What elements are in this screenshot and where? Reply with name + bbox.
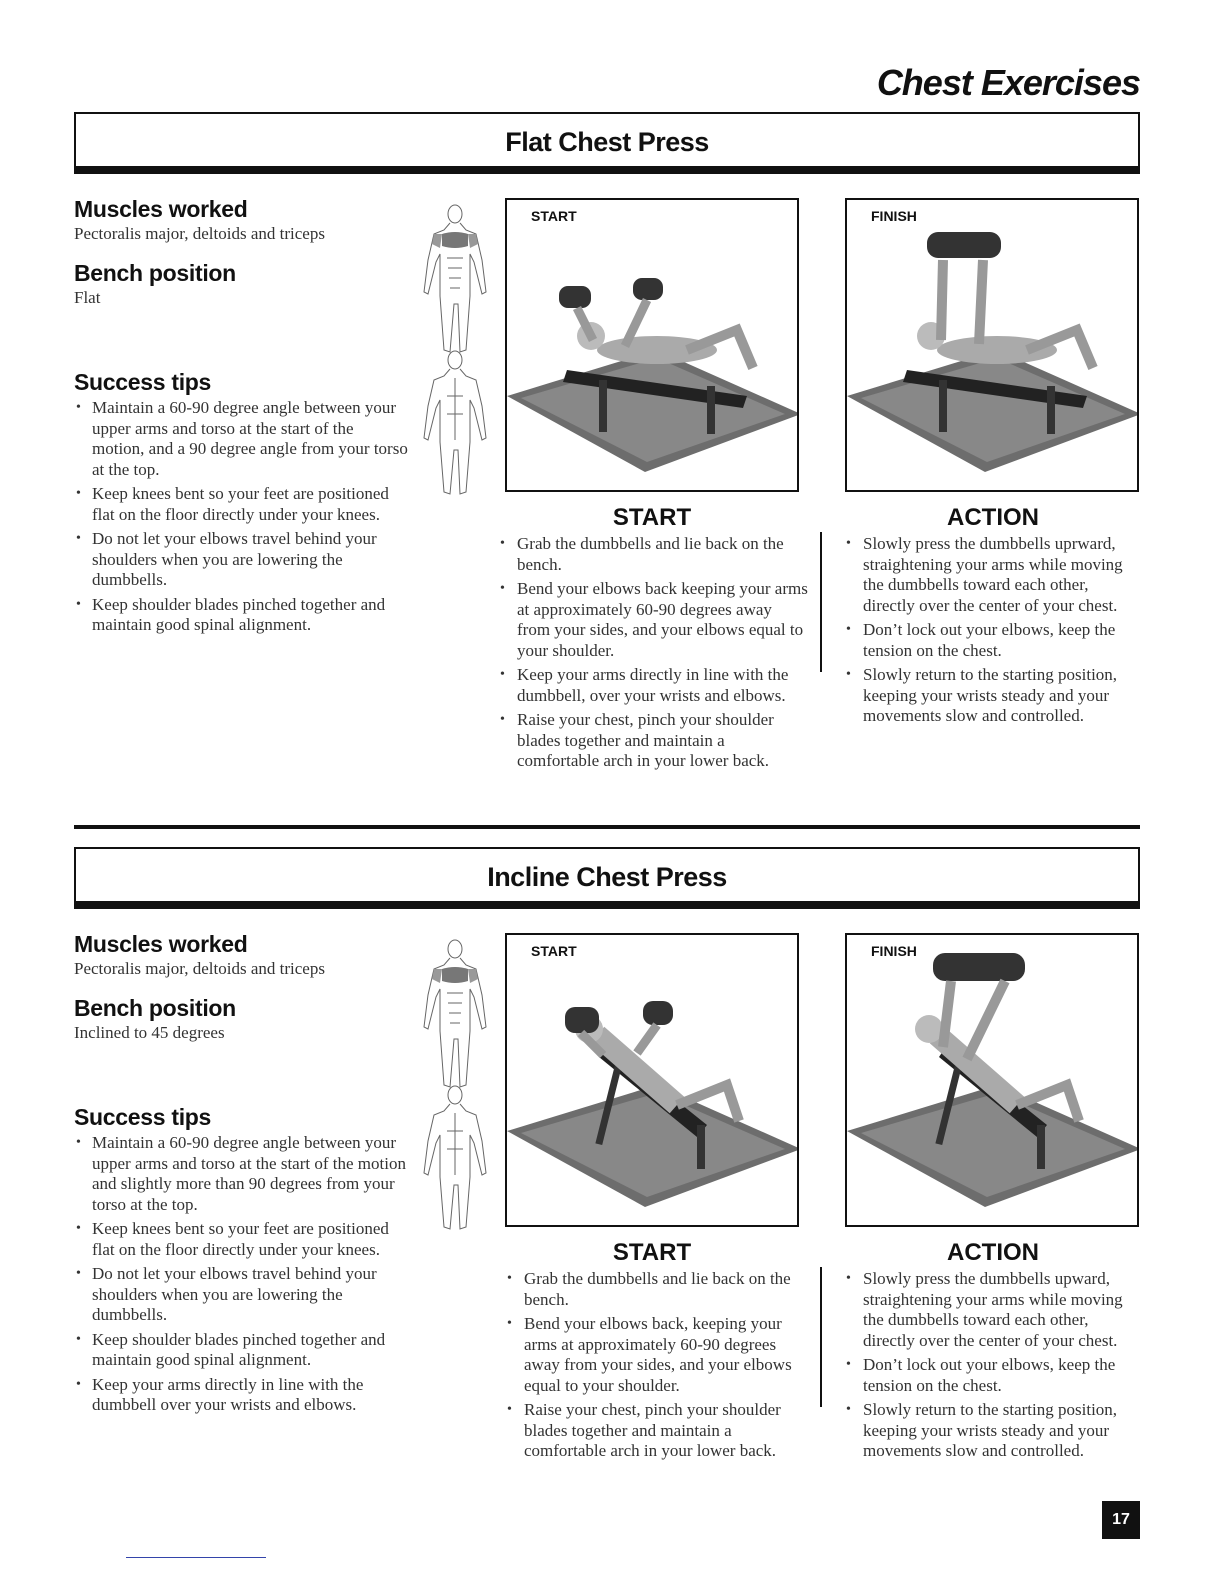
list-item: • Slowly press the dumbbells upward, straightening your arms while moving the dumbbells toward each other, directly over the center of your chest. [843, 1269, 1137, 1351]
start-steps-list [504, 1269, 794, 1466]
tips-heading: Success tips [74, 1104, 212, 1130]
exercise-title: Flat Chest Press [505, 127, 709, 157]
action-heading: ACTION [947, 504, 1039, 531]
finish-photo [845, 198, 1139, 492]
muscle-diagram [414, 935, 496, 1231]
column-divider [820, 532, 822, 672]
section-divider [74, 825, 1140, 829]
action-heading: ACTION [947, 1239, 1039, 1266]
page-number-badge: 17 [1102, 1501, 1140, 1539]
action-steps-list [843, 1269, 1137, 1466]
incline-press-start-illustration [507, 935, 799, 1227]
list-item: • Don’t lock out your elbows, keep the tension on the chest. [843, 1355, 1137, 1396]
photo-label: START [531, 208, 577, 224]
list-item: • Bend your elbows back keeping your arms at approximately 60-90 degrees away from your sides, and your elbows equal to your shoulder. [497, 579, 809, 661]
list-item: • Raise your chest, pinch your shoulder blades together and maintain a comfortable arch in your lower back. [497, 710, 809, 772]
list-item: • Maintain a 60-90 degree angle between your upper arms and torso at the start of the motion, and a 90 degree angle from your torso at the top. [74, 398, 410, 480]
list-item: • Don’t lock out your elbows, keep the tension on the chest. [843, 620, 1137, 661]
list-item: • Keep knees bent so your feet are positioned flat on the floor directly under your knees. [74, 484, 410, 525]
muscles-heading: Muscles worked [74, 196, 248, 222]
flat-press-finish-illustration [847, 200, 1139, 492]
action-steps-list [843, 534, 1137, 731]
bench-text: Inclined to 45 degrees [74, 1023, 225, 1042]
photo-label: FINISH [871, 943, 917, 959]
start-heading: START [612, 504, 692, 531]
start-photo [505, 198, 799, 492]
list-item: • Slowly press the dumbbells uprward, straightening your arms while moving the dumbbells toward each other, directly over the center of your chest. [843, 534, 1137, 616]
start-steps-list [497, 534, 809, 776]
list-item: • Bend your elbows back, keeping your arms at approximately 60-90 degrees away from your sides, and your elbows equal to your shoulder. [504, 1314, 794, 1396]
list-item: • Do not let your elbows travel behind your shoulders when you are lowering the dumbbells. [74, 1264, 410, 1326]
exercise-banner [74, 112, 1140, 174]
footer-line [126, 1557, 266, 1558]
bench-heading: Bench position [74, 995, 236, 1021]
bench-text: Flat [74, 288, 101, 307]
start-heading: START [612, 1239, 692, 1266]
list-item: • Grab the dumbbells and lie back on the bench. [497, 534, 809, 575]
exercise-banner [74, 847, 1140, 909]
muscles-text: Pectoralis major, deltoids and triceps [74, 224, 325, 243]
incline-press-finish-illustration [847, 935, 1139, 1227]
exercise-title: Incline Chest Press [487, 862, 727, 892]
muscles-text: Pectoralis major, deltoids and triceps [74, 959, 325, 978]
exercise-section-incline [0, 847, 1224, 1537]
flat-press-start-illustration [507, 200, 799, 492]
body-front-icon [414, 200, 496, 496]
list-item: • Keep your arms directly in line with the dumbbell over your wrists and elbows. [74, 1375, 410, 1416]
list-item: • Slowly return to the starting position, keeping your wrists steady and your movements slow and controlled. [843, 665, 1137, 727]
tips-heading: Success tips [74, 369, 212, 395]
list-item: • Keep shoulder blades pinched together and maintain good spinal alignment. [74, 595, 410, 636]
list-item: • Raise your chest, pinch your shoulder blades together and maintain a comfortable arch in your lower back. [504, 1400, 794, 1462]
success-tips-list [74, 398, 410, 640]
column-divider [820, 1267, 822, 1407]
muscles-heading: Muscles worked [74, 931, 248, 957]
photo-label: FINISH [871, 208, 917, 224]
list-item: • Keep knees bent so your feet are positioned flat on the floor directly under your knees. [74, 1219, 410, 1260]
muscle-diagram [414, 200, 496, 496]
bench-heading: Bench position [74, 260, 236, 286]
page-title: Chest Exercises [876, 62, 1140, 103]
finish-photo [845, 933, 1139, 1227]
list-item: • Keep your arms directly in line with the dumbbell, over your wrists and elbows. [497, 665, 809, 706]
success-tips-list [74, 1133, 410, 1420]
list-item: • Do not let your elbows travel behind your shoulders when you are lowering the dumbbells. [74, 529, 410, 591]
photo-label: START [531, 943, 577, 959]
list-item: • Maintain a 60-90 degree angle between your upper arms and torso at the start of the motion and slightly more than 90 degrees from your torso at the top. [74, 1133, 410, 1215]
list-item: • Slowly return to the starting position, keeping your wrists steady and your movements slow and controlled. [843, 1400, 1137, 1462]
start-photo [505, 933, 799, 1227]
body-front-icon [414, 935, 496, 1231]
list-item: • Keep shoulder blades pinched together and maintain good spinal alignment. [74, 1330, 410, 1371]
list-item: • Grab the dumbbells and lie back on the bench. [504, 1269, 794, 1310]
exercise-section-flat [0, 112, 1224, 802]
